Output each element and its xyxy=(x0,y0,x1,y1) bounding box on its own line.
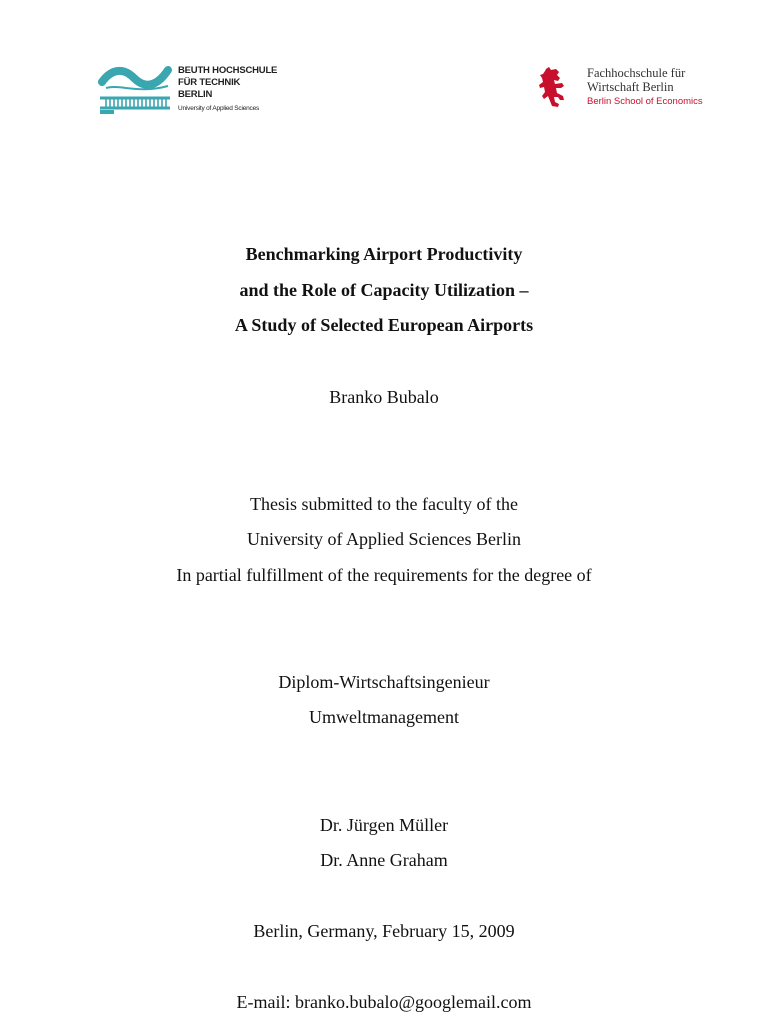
fhw-logo-line1: Fachhochschule für xyxy=(587,66,686,80)
fhw-logo-line2: Wirtschaft Berlin xyxy=(587,80,674,94)
submission-line3: In partial fulfillment of the requirements for the degree of xyxy=(176,565,592,585)
beuth-wave-emblem-icon xyxy=(98,62,174,122)
berlin-bear-icon xyxy=(537,66,567,108)
thesis-title-line3: A Study of Selected European Airports xyxy=(234,315,534,335)
submission-line2: University of Applied Sciences Berlin xyxy=(247,529,521,549)
thesis-title-line1: Benchmarking Airport Productivity xyxy=(245,244,523,264)
beuth-logo-line3: BERLIN xyxy=(178,89,213,100)
beuth-hochschule-logo xyxy=(98,62,278,124)
degree-line2: Umweltmanagement xyxy=(309,707,459,727)
supervisor-second: Dr. Anne Graham xyxy=(320,850,448,870)
place-date: Berlin, Germany, February 15, 2009 xyxy=(253,921,515,941)
beuth-logo-tagline: University of Applied Sciences xyxy=(178,105,260,112)
fhw-berlin-logo xyxy=(537,64,727,114)
degree-line1: Diplom-Wirtschaftsingenieur xyxy=(278,672,490,692)
beuth-logo-line2: FÜR TECHNIK xyxy=(178,77,241,88)
thesis-title-line2: and the Role of Capacity Utilization – xyxy=(239,280,529,300)
beuth-logo-line1: BEUTH HOCHSCHULE xyxy=(178,65,278,76)
fhw-logo-line3: Berlin School of Economics xyxy=(587,96,703,107)
email-address: E-mail: branko.bubalo@googlemail.com xyxy=(236,992,532,1012)
supervisor-first: Dr. Jürgen Müller xyxy=(319,815,449,835)
submission-line1: Thesis submitted to the faculty of the xyxy=(250,494,518,514)
author-name: Branko Bubalo xyxy=(329,387,439,407)
